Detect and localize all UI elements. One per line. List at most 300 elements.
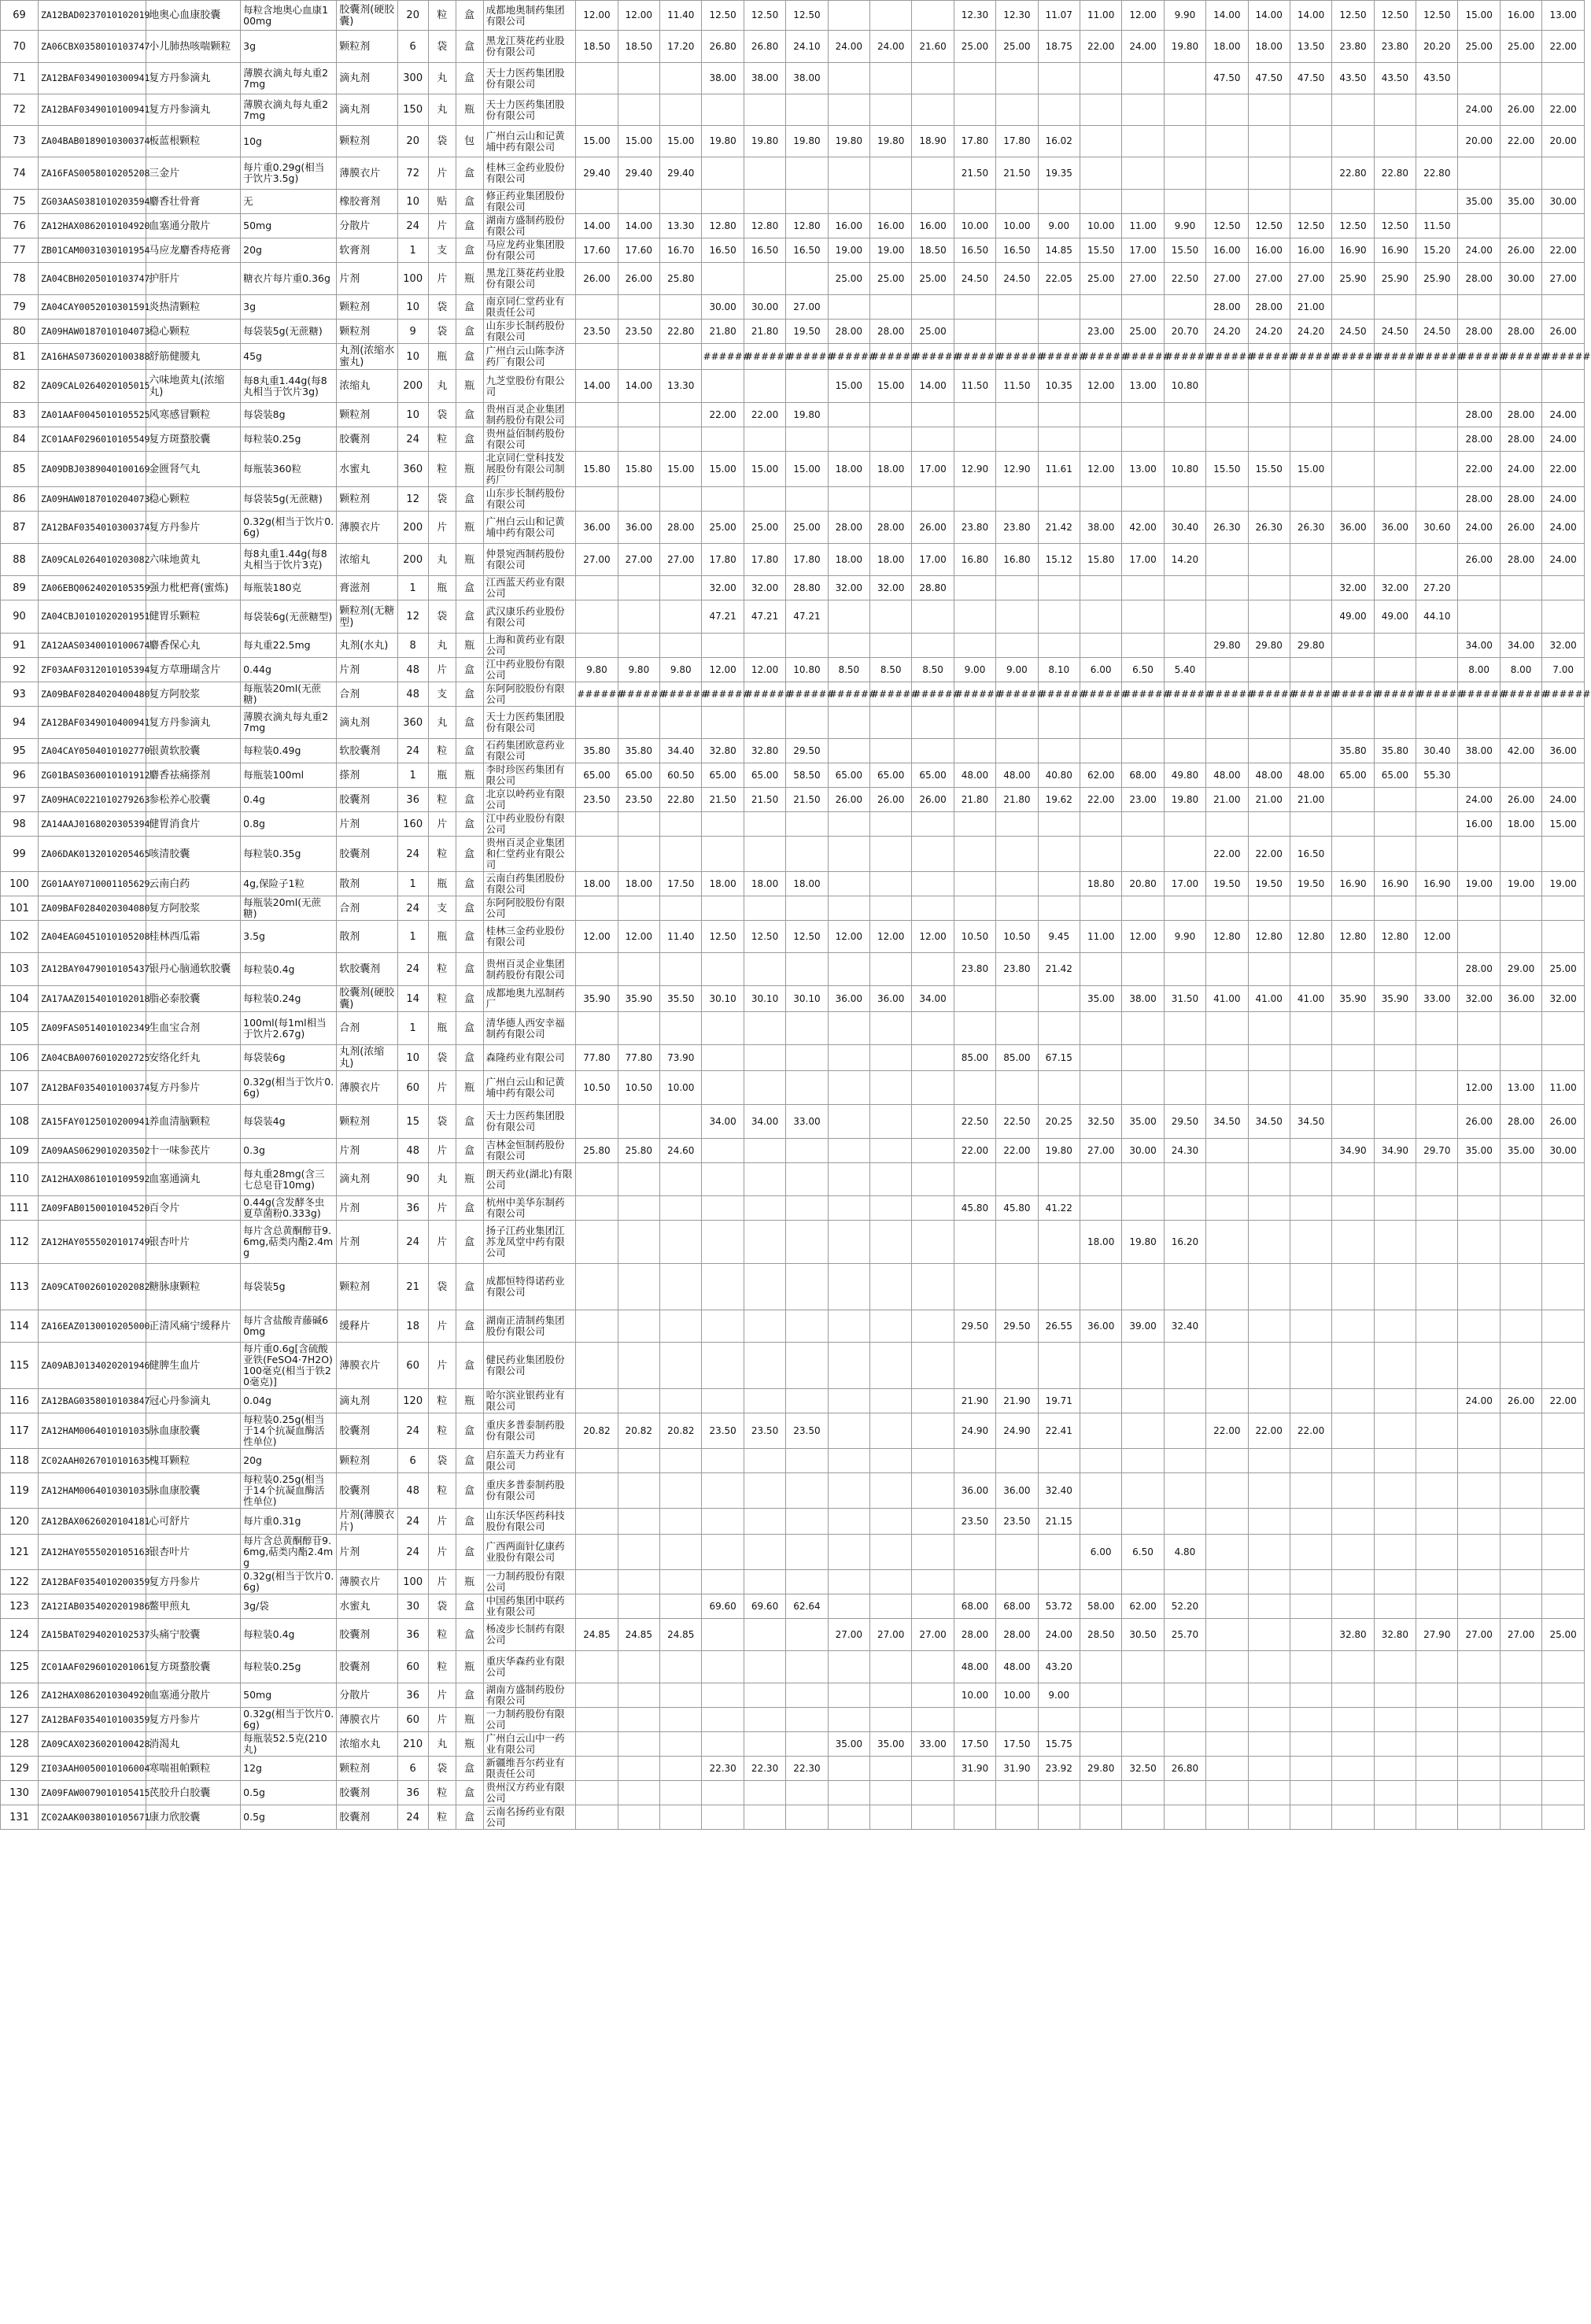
price-cell: 30.10	[702, 986, 744, 1012]
price-cell: 12.50	[1374, 214, 1416, 238]
drug-spec: 0.32g(相当于饮片0.6g)	[241, 1570, 337, 1594]
price-cell: 26.00	[618, 263, 659, 295]
drug-name: 板蓝根颗粒	[146, 126, 241, 157]
price-cell: 25.00	[1080, 263, 1121, 295]
manufacturer: 黑龙江葵花药业股份有限公司	[483, 31, 576, 63]
drug-spec: 20g	[241, 1449, 337, 1473]
price-cell	[660, 600, 702, 634]
price-cell	[828, 1071, 869, 1105]
row-index: 95	[1, 739, 39, 763]
dosage-form: 合剂	[337, 1012, 397, 1045]
price-cell	[618, 1343, 659, 1389]
price-cell: 12.30	[996, 1, 1038, 31]
price-cell	[912, 427, 954, 452]
price-cell	[1122, 837, 1164, 872]
drug-spec: 每片重0.6g[含硫酸亚铁(FeSO4·7H2O)100毫克(相当于铁20毫克)]	[241, 1343, 337, 1389]
price-cell: 10.50	[576, 1071, 618, 1105]
table-row	[1, 295, 1585, 320]
row-index: 131	[1, 1805, 39, 1830]
price-cell	[1080, 295, 1121, 320]
price-cell	[870, 1071, 912, 1105]
price-cell	[1080, 126, 1121, 157]
price-cell	[1500, 921, 1541, 953]
price-cell	[1164, 1805, 1205, 1830]
price-cell: 24.85	[576, 1619, 618, 1651]
price-cell	[1122, 634, 1164, 658]
price-cell	[1542, 837, 1585, 872]
price-cell	[660, 1781, 702, 1805]
price-cell: 29.80	[1290, 634, 1331, 658]
price-cell	[702, 896, 744, 921]
price-cell: ######	[702, 682, 744, 707]
price-cell	[660, 94, 702, 126]
price-cell	[912, 953, 954, 986]
price-cell	[996, 986, 1038, 1012]
price-cell: 16.20	[1164, 1221, 1205, 1264]
price-cell	[1164, 1196, 1205, 1221]
min-unit: 片	[428, 1708, 456, 1732]
pack-quantity: 150	[397, 94, 428, 126]
min-unit: 丸	[428, 634, 456, 658]
price-cell	[1416, 487, 1458, 512]
drug-name: 炎热清颗粒	[146, 295, 241, 320]
price-cell	[1206, 1163, 1248, 1196]
pack-unit: 盒	[456, 707, 483, 739]
price-cell	[996, 812, 1038, 837]
price-cell: 23.92	[1038, 1757, 1080, 1781]
drug-name: 六味地黄丸(浓缩丸)	[146, 370, 241, 403]
price-cell: 18.00	[1080, 1221, 1121, 1264]
price-cell	[1164, 896, 1205, 921]
row-index: 97	[1, 788, 39, 812]
price-cell	[1080, 634, 1121, 658]
price-cell: 22.80	[1332, 157, 1374, 190]
manufacturer: 桂林三金药业股份有限公司	[483, 157, 576, 190]
price-cell	[1290, 370, 1331, 403]
price-cell	[1122, 1805, 1164, 1830]
price-cell	[1374, 1683, 1416, 1708]
dosage-form: 颗粒剂	[337, 1449, 397, 1473]
price-cell: ######	[702, 344, 744, 370]
price-cell: 23.00	[1122, 788, 1164, 812]
pack-unit: 瓶	[456, 94, 483, 126]
pack-unit: 盒	[456, 427, 483, 452]
price-cell: 13.30	[660, 370, 702, 403]
price-cell	[576, 295, 618, 320]
price-cell	[1206, 1594, 1248, 1619]
price-cell	[954, 190, 995, 214]
price-cell	[744, 94, 785, 126]
price-cell: 31.90	[996, 1757, 1038, 1781]
price-cell	[870, 1651, 912, 1683]
price-cell: 35.00	[828, 1732, 869, 1757]
min-unit: 粒	[428, 1389, 456, 1413]
price-cell: 26.80	[744, 31, 785, 63]
price-cell	[744, 263, 785, 295]
price-cell	[1542, 370, 1585, 403]
price-cell	[1122, 1732, 1164, 1757]
price-cell	[996, 94, 1038, 126]
price-cell: 22.00	[1248, 837, 1290, 872]
table-row	[1, 238, 1585, 263]
price-cell: 30.00	[744, 295, 785, 320]
price-cell: 6.00	[1080, 1535, 1121, 1570]
price-cell	[1248, 544, 1290, 576]
price-cell	[1416, 1757, 1458, 1781]
price-cell: 15.50	[1206, 452, 1248, 487]
min-unit: 片	[428, 1310, 456, 1343]
drug-code: ZA17AAZ0154010102018	[38, 986, 146, 1012]
dosage-form: 薄膜衣片	[337, 1071, 397, 1105]
price-cell	[1332, 1221, 1374, 1264]
price-cell	[1416, 1594, 1458, 1619]
price-cell: ######	[618, 682, 659, 707]
price-cell: 32.00	[702, 576, 744, 600]
drug-name: 鳖甲煎丸	[146, 1594, 241, 1619]
pack-quantity: 48	[397, 658, 428, 682]
price-cell	[618, 1473, 659, 1509]
pack-unit: 盒	[456, 487, 483, 512]
price-cell	[870, 1473, 912, 1509]
price-cell: ######	[1542, 682, 1585, 707]
price-cell: 31.90	[954, 1757, 995, 1781]
drug-spec: 0.5g	[241, 1781, 337, 1805]
pack-quantity: 20	[397, 1, 428, 31]
price-cell	[996, 295, 1038, 320]
price-cell	[576, 1449, 618, 1473]
price-cell: 28.80	[912, 576, 954, 600]
manufacturer: 东阿阿胶股份有限公司	[483, 896, 576, 921]
price-cell	[1164, 427, 1205, 452]
table-row	[1, 1105, 1585, 1139]
drug-name: 心可舒片	[146, 1509, 241, 1535]
price-cell	[1122, 1473, 1164, 1509]
pack-unit: 盒	[456, 921, 483, 953]
table-row	[1, 31, 1585, 63]
price-cell: 29.50	[1164, 1105, 1205, 1139]
price-cell: 10.80	[1164, 452, 1205, 487]
manufacturer: 李时珍医药集团有限公司	[483, 763, 576, 788]
price-cell: 11.00	[1080, 1, 1121, 31]
drug-code: ZA04EAG0451010105208	[38, 921, 146, 953]
price-cell	[1542, 1708, 1585, 1732]
price-cell: 10.00	[996, 214, 1038, 238]
price-cell: 21.80	[744, 320, 785, 344]
price-cell	[1164, 1570, 1205, 1594]
price-cell: 23.50	[954, 1509, 995, 1535]
min-unit: 丸	[428, 370, 456, 403]
price-cell	[786, 1012, 828, 1045]
price-cell	[1374, 1221, 1416, 1264]
price-cell: 29.00	[1500, 953, 1541, 986]
min-unit: 粒	[428, 1651, 456, 1683]
price-cell: 48.00	[1248, 763, 1290, 788]
table-row	[1, 487, 1585, 512]
price-cell: 15.80	[576, 452, 618, 487]
price-cell: ######	[744, 344, 785, 370]
manufacturer: 黑龙江葵花药业股份有限公司	[483, 263, 576, 295]
price-cell	[786, 1221, 828, 1264]
table-body	[1, 1, 1591, 1830]
row-index: 119	[1, 1473, 39, 1509]
price-cell: 18.00	[870, 544, 912, 576]
price-cell: 25.80	[576, 1139, 618, 1163]
price-cell	[1374, 1535, 1416, 1570]
price-cell	[1206, 1196, 1248, 1221]
price-cell: 19.00	[1458, 872, 1500, 896]
min-unit: 袋	[428, 320, 456, 344]
price-cell	[1542, 1651, 1585, 1683]
dosage-form: 软胶囊剂	[337, 953, 397, 986]
drug-code: ZA15FAY0125010200941	[38, 1105, 146, 1139]
price-cell	[1500, 896, 1541, 921]
price-cell	[702, 1012, 744, 1045]
pack-quantity: 36	[397, 1781, 428, 1805]
price-cell	[912, 707, 954, 739]
price-cell: 12.50	[786, 1, 828, 31]
drug-name: 地奥心血康胶囊	[146, 1, 241, 31]
price-cell	[1332, 1012, 1374, 1045]
price-cell: 26.00	[1500, 94, 1541, 126]
price-cell	[996, 1264, 1038, 1310]
price-cell	[1374, 94, 1416, 126]
min-unit: 袋	[428, 600, 456, 634]
price-cell	[1122, 295, 1164, 320]
price-cell: 16.90	[1374, 872, 1416, 896]
drug-code: ZA09CAL0264010203082	[38, 544, 146, 576]
price-cell	[954, 1708, 995, 1732]
price-cell: 40.80	[1038, 763, 1080, 788]
min-unit: 支	[428, 896, 456, 921]
price-cell	[1248, 157, 1290, 190]
price-cell: 23.80	[954, 953, 995, 986]
price-cell	[1500, 1732, 1541, 1757]
pack-quantity: 100	[397, 263, 428, 295]
price-cell	[912, 1594, 954, 1619]
pack-unit: 盒	[456, 1221, 483, 1264]
price-cell: 62.00	[1080, 763, 1121, 788]
pack-unit: 盒	[456, 157, 483, 190]
price-cell	[1164, 487, 1205, 512]
price-cell	[1248, 370, 1290, 403]
price-cell: 20.82	[576, 1413, 618, 1449]
price-cell	[828, 1139, 869, 1163]
price-cell	[1038, 576, 1080, 600]
price-cell	[954, 634, 995, 658]
row-index: 114	[1, 1310, 39, 1343]
price-cell	[1416, 812, 1458, 837]
price-cell	[576, 94, 618, 126]
manufacturer: 天士力医药集团股份有限公司	[483, 707, 576, 739]
price-cell: 38.00	[702, 63, 744, 94]
price-cell: 24.20	[1248, 320, 1290, 344]
manufacturer: 中国药集团中联药业有限公司	[483, 1594, 576, 1619]
pack-unit: 瓶	[456, 1163, 483, 1196]
price-cell: 73.90	[660, 1045, 702, 1071]
price-cell: 20.20	[1416, 31, 1458, 63]
price-cell	[702, 1163, 744, 1196]
price-cell: 14.00	[1206, 1, 1248, 31]
price-cell	[1080, 1570, 1121, 1594]
price-cell	[702, 1139, 744, 1163]
price-cell	[1458, 1163, 1500, 1196]
price-cell	[702, 953, 744, 986]
price-cell	[828, 837, 869, 872]
manufacturer: 马应龙药业集团股份有限公司	[483, 238, 576, 263]
pack-quantity: 48	[397, 1139, 428, 1163]
price-cell	[1206, 1221, 1248, 1264]
price-cell: 20.25	[1038, 1105, 1080, 1139]
price-cell	[1458, 295, 1500, 320]
price-cell: 12.80	[702, 214, 744, 238]
price-cell	[1374, 896, 1416, 921]
price-cell: 8.50	[828, 658, 869, 682]
pack-unit: 盒	[456, 1683, 483, 1708]
price-cell: ######	[1038, 344, 1080, 370]
price-cell: 35.00	[1458, 190, 1500, 214]
drug-code: ZA12HAX0862010104920	[38, 214, 146, 238]
price-cell	[1542, 1196, 1585, 1221]
price-cell	[1332, 1781, 1374, 1805]
row-index: 117	[1, 1413, 39, 1449]
price-cell: 49.00	[1374, 600, 1416, 634]
price-cell: 48.00	[1206, 763, 1248, 788]
price-cell: 13.00	[1542, 1, 1585, 31]
table-row	[1, 896, 1585, 921]
drug-name: 正清风痛宁缓释片	[146, 1310, 241, 1343]
price-cell	[912, 1343, 954, 1389]
price-cell	[660, 896, 702, 921]
price-cell	[828, 1570, 869, 1594]
price-cell: 34.00	[912, 986, 954, 1012]
row-index: 115	[1, 1343, 39, 1389]
price-cell: 12.80	[1206, 921, 1248, 953]
price-cell: 29.70	[1416, 1139, 1458, 1163]
pack-quantity: 15	[397, 1105, 428, 1139]
price-cell	[912, 157, 954, 190]
price-cell: 15.00	[1542, 812, 1585, 837]
price-cell	[912, 1389, 954, 1413]
price-cell	[1248, 896, 1290, 921]
pack-unit: 瓶	[456, 763, 483, 788]
price-cell	[1458, 1473, 1500, 1509]
row-index: 111	[1, 1196, 39, 1221]
price-cell	[912, 1105, 954, 1139]
price-cell	[1416, 1071, 1458, 1105]
drug-name: 强力枇杷膏(蜜炼)	[146, 576, 241, 600]
price-cell: 9.80	[576, 658, 618, 682]
price-cell: ######	[870, 344, 912, 370]
price-cell	[786, 812, 828, 837]
price-cell	[1290, 707, 1331, 739]
price-cell	[1374, 1570, 1416, 1594]
table-row	[1, 1570, 1585, 1594]
drug-name: 复方丹参片	[146, 512, 241, 544]
price-cell: 19.80	[1038, 1139, 1080, 1163]
price-cell	[1164, 739, 1205, 763]
price-cell	[744, 1389, 785, 1413]
price-cell	[1080, 1045, 1121, 1071]
price-cell	[744, 634, 785, 658]
price-cell: 30.10	[744, 986, 785, 1012]
pack-unit: 瓶	[456, 1071, 483, 1105]
price-cell	[870, 190, 912, 214]
drug-code: ZA09FAS0514010102349	[38, 1012, 146, 1045]
price-cell: 30.00	[1542, 1139, 1585, 1163]
price-cell	[576, 344, 618, 370]
price-cell	[1080, 600, 1121, 634]
price-cell	[576, 1757, 618, 1781]
price-cell	[1374, 1163, 1416, 1196]
price-cell	[1206, 896, 1248, 921]
price-cell	[786, 1163, 828, 1196]
price-cell	[1248, 1805, 1290, 1830]
price-cell: 17.00	[1122, 238, 1164, 263]
drug-spec: 薄膜衣滴丸每丸重27mg	[241, 707, 337, 739]
table-row	[1, 63, 1585, 94]
price-cell	[1206, 953, 1248, 986]
price-cell: 35.00	[1500, 1139, 1541, 1163]
pack-unit: 盒	[456, 872, 483, 896]
price-cell	[1542, 707, 1585, 739]
price-cell: 24.90	[996, 1413, 1038, 1449]
price-cell	[1458, 1196, 1500, 1221]
dosage-form: 颗粒剂	[337, 1264, 397, 1310]
price-cell	[1206, 1651, 1248, 1683]
price-cell	[912, 1, 954, 31]
price-cell	[954, 1221, 995, 1264]
row-index: 77	[1, 238, 39, 263]
dosage-form: 片剂	[337, 1139, 397, 1163]
price-cell	[618, 1449, 659, 1473]
drug-name: 银杏叶片	[146, 1535, 241, 1570]
price-cell	[744, 1535, 785, 1570]
price-cell	[828, 812, 869, 837]
price-cell	[744, 427, 785, 452]
price-cell	[1122, 1449, 1164, 1473]
price-cell: 25.00	[954, 31, 995, 63]
price-cell	[1290, 403, 1331, 427]
drug-name: 三金片	[146, 157, 241, 190]
drug-name: 舒筋健腰丸	[146, 344, 241, 370]
price-cell: 24.50	[1332, 320, 1374, 344]
price-cell: 67.15	[1038, 1045, 1080, 1071]
price-cell	[1374, 1071, 1416, 1105]
price-cell	[1332, 707, 1374, 739]
row-index: 91	[1, 634, 39, 658]
price-cell	[744, 953, 785, 986]
table-row	[1, 370, 1585, 403]
price-cell	[954, 295, 995, 320]
price-cell	[996, 1449, 1038, 1473]
price-cell: 19.62	[1038, 788, 1080, 812]
dosage-form: 膏滋剂	[337, 576, 397, 600]
pack-quantity: 10	[397, 190, 428, 214]
price-cell	[1500, 707, 1541, 739]
price-cell: 17.00	[912, 544, 954, 576]
price-cell	[1038, 94, 1080, 126]
dosage-form: 水蜜丸	[337, 1594, 397, 1619]
dosage-form: 合剂	[337, 896, 397, 921]
min-unit: 片	[428, 512, 456, 544]
price-cell	[912, 1163, 954, 1196]
drug-spec: 50mg	[241, 214, 337, 238]
price-cell	[744, 1012, 785, 1045]
price-cell	[744, 1619, 785, 1651]
price-cell	[1206, 403, 1248, 427]
price-cell	[1164, 812, 1205, 837]
pack-quantity: 10	[397, 344, 428, 370]
